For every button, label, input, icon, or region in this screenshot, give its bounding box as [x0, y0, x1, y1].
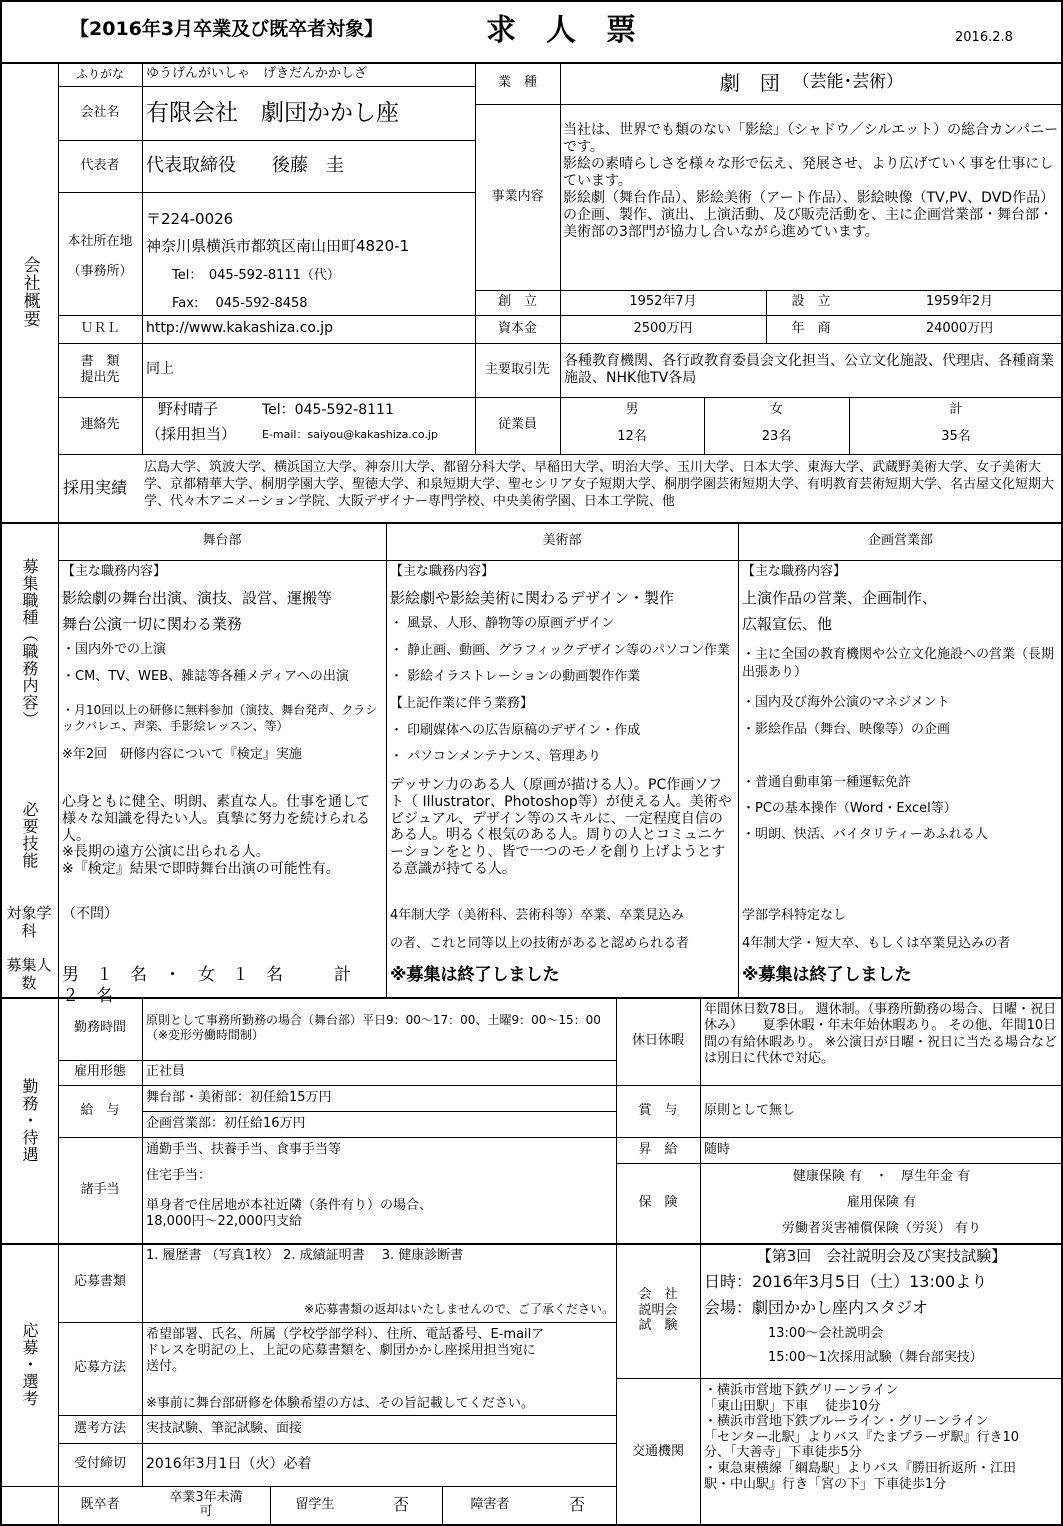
ins-line1: 健康保険 有 ・ 厚生年金 有 [792, 1168, 971, 1184]
industry-label: 業 種 [497, 74, 537, 90]
stage-line3: ・国内外での上演 [62, 642, 167, 657]
bonus-label: 賞 与 [638, 1102, 678, 1118]
est-value: 1959年2月 [925, 294, 994, 310]
founded-value: 1952年7月 [629, 294, 697, 310]
session-label: 会 社 説明会 試 験 [638, 1287, 678, 1334]
ins-line3: 労働者災害補償保険（労災） 有り [781, 1220, 982, 1236]
art-line2: ・ 風景、人形、静物等の原画デザイン [390, 616, 615, 631]
hire-record: 広島大学、筑波大学、横浜国立大学、神奈川大学、都留分科大学、早稲田大学、明治大学、玉川大学、日本大学、東海大学、武蔵野美術大学、女子美術大学、京都精華大学、桐朋学園大学、聖徳大学、和泉短期大学、聖セシリア女子短期大学、桐朋学園芸術短期大学、有明教育芸術短期大学、名古屋文化短期大学、代々木アニメーション学院、大阪デザイナー専門学校、中央美術学園、日本工学院、他 [144, 460, 1055, 510]
company-name: 有限会社 劇団かかし座 [146, 99, 399, 126]
art-line1: 影絵劇や影絵美術に関わるデザイン・製作 [390, 589, 674, 607]
hq-label: 本社所在地 [67, 233, 133, 249]
type-label: 雇用形態 [73, 1064, 126, 1080]
session-place: 会場：劇団かかし座内スタジオ [704, 1298, 929, 1317]
stage-line2: 舞台公演一切に関わる業務 [62, 615, 243, 633]
section-headcount: 募集人数 [6, 956, 52, 992]
rep-label: 代表者 [80, 157, 120, 173]
access-value: ・横浜市営地下鉄グリーンライン 「東山田駅」下車 徒歩10分 ・横浜市営地下鉄ブルーライン・グリーンライン 「センター北駅」よりバス『たまプラーザ駅』行き10分、「大善寺」下車徒歩5分 ・東急東横線「綱島駅」よりバス『勝田折返所・江田駅・中山駅』行き「宮の下」下車徒歩1分 [704, 1383, 1020, 1492]
hours-value: 原則として事務所勤務の場合（舞台部）平日9：00～17：00、土曜9：00～15：00 （※変形労働時間制） [146, 1013, 601, 1042]
sales-value: 24000万円 [925, 320, 994, 336]
furigana-label: ふりがな [75, 66, 124, 81]
stage-heading: 【主な職務内容】 [62, 564, 167, 579]
industry-value [560, 62, 1063, 104]
art-line6: ・ パソコンメンテナンス、管理あり [390, 749, 601, 764]
stage-line1: 影絵劇の舞台出演、演技、設営、運搬等 [62, 589, 333, 607]
intl-label: 留学生 [295, 1496, 335, 1512]
female-count: 23名 [761, 428, 792, 444]
header-date: 2016.2.8 [955, 30, 1013, 45]
sales-line4: ・国内及び海外公演のマネジメント [742, 695, 950, 710]
contact-email[interactable]: E-mail：saiyou@kakashiza.co.jp [262, 428, 438, 441]
grad-value: 卒業3年未満 可 [169, 1489, 243, 1519]
dis-label: 障害者 [470, 1496, 510, 1512]
session-time2: 15:00～1次採用試験（舞台部実技） [768, 1350, 983, 1365]
ins-label: 保 険 [638, 1194, 678, 1210]
contact-role: （採用担当） [146, 425, 237, 443]
method-label: 応募方法 [73, 1360, 126, 1376]
stage-subject: （不問） [62, 906, 118, 922]
industry-sub: （芸能･芸術） [792, 72, 904, 93]
method-value: 希望部署、氏名、所属（学校学部学科）、住所、電話番号、E-mailアドレスを明記の上、上記の応募書類を、劇団かかし座採用担当宛に送付。 [146, 1327, 545, 1374]
intl-value: 否 [392, 1495, 409, 1514]
company-name-label: 会社名 [80, 104, 120, 120]
stage-count: 男 １ 名 ・ 女 １ 名 計 ２ 名 [62, 965, 368, 1007]
hours-label: 勤務時間 [73, 1020, 126, 1036]
docs-label: 書 類 提出先 [80, 353, 120, 385]
sales-subject1: 学部学科特定なし [742, 908, 847, 923]
business-label: 事業内容 [491, 188, 544, 204]
hire-label: 採用実績 [63, 478, 128, 497]
section-subjects: 対象学科 [6, 904, 52, 940]
contact-tel: Tel：045-592-8111 [262, 402, 394, 418]
sales-label: 年 商 [791, 320, 831, 336]
allow-line1: 通勤手当、扶養手当、食事手当等 [146, 1142, 342, 1157]
art-skills: デッサン力のある人（原画が描ける人）。PC作画ソフト（ Illustrator、Photoshop等）が使える人。美術やビジュアル、デザイン等のスキルに、一定程度自信のある人。明るく根気のある人。周りの人とコミュニケーションをとり、皆で一つのモノを創り上げようとする意識が持てる人。 [390, 777, 732, 877]
sales-count: ※募集は終了しました [742, 965, 912, 985]
staff-label: 従業員 [497, 417, 537, 433]
art-line5: ・ 印刷媒体への広告原稿のデザイン・作成 [390, 723, 641, 738]
select-value: 実技試験、筆記試験、面接 [146, 1420, 303, 1436]
address: 神奈川県横浜市都筑区南山田町4820-1 [146, 237, 410, 255]
sales-skill3: ・明朗、快活、バイタリティーあふれる人 [742, 827, 988, 842]
holiday-value: 年間休日数78日。 週休制。（事務所勤務の場合、日曜・祝日休み） 夏季休暇・年末年始休暇あり。 その他、年間10日間の有給休暇あり。 ※公演日が日曜・祝日に当たる場合などは別日に代休で対応。 [704, 1002, 1058, 1066]
sales-subject2: 4年制大学・短大卒、もしくは卒業見込みの者 [742, 936, 1011, 951]
art-title: 美術部 [542, 532, 582, 548]
sales-skill2: ・PCの基本操作（Word・Excel等） [742, 801, 957, 816]
dis-value: 否 [568, 1495, 585, 1514]
select-label: 選考方法 [73, 1420, 126, 1436]
section-apply: 応募・選考 [20, 1322, 39, 1407]
hq-label-sub: （事務所） [67, 263, 133, 279]
docs-req-value: 1. 履歴書 （写真1枚） 2. 成績証明書 3. 健康診断書 [146, 1248, 464, 1263]
bonus-value: 原則として無し [704, 1102, 796, 1118]
total-count: 35名 [941, 428, 971, 444]
docs-req-note: ※応募書類の返却はいたしませんので、ご了承ください。 [304, 1302, 614, 1316]
section-jobs: 募集職種（職務内容） [20, 558, 39, 728]
clients-label: 主要取引先 [484, 361, 550, 377]
male-label: 男 [625, 401, 639, 417]
founded-label: 創 立 [497, 294, 537, 310]
furigana-value: ゆうげんがいしゃ げきだんかかしざ [146, 65, 368, 81]
allow-label: 諸手当 [80, 1181, 120, 1197]
rep-value: 代表取締役 後藤 圭 [146, 154, 344, 176]
male-count: 12名 [617, 428, 647, 444]
sales-title: 企画営業部 [867, 532, 933, 548]
pay-stage-art: 舞台部・美術部：初任給15万円 [146, 1089, 332, 1105]
stage-line6: ※年2回 研修内容について『検定』実施 [62, 747, 302, 762]
sales-skill1: ・普通自動車第一種運転免許 [742, 775, 912, 790]
allow-line2: 住宅手当： [146, 1168, 212, 1183]
stage-title: 舞台部 [202, 532, 242, 548]
deadline-label: 受付締切 [73, 1456, 126, 1472]
url-label: ＵＲＬ [80, 320, 120, 336]
ins-line2: 雇用保険 有 [846, 1194, 917, 1210]
postal-code: 〒224-0026 [146, 210, 234, 228]
grad-label: 既卒者 [80, 1496, 120, 1512]
sales-line3: ・主に全国の教育機関や公立文化施設への営業（長期出張あり） [742, 647, 1055, 680]
stage-line5: ・月10回以上の研修に無料参加（演技、舞台発声、クラシックバレエ、声楽、手影絵レッスン、等） [62, 703, 378, 733]
type-value: 正社員 [146, 1064, 186, 1080]
sales-heading: 【主な職務内容】 [742, 564, 847, 579]
pay-label: 給 与 [80, 1102, 120, 1118]
pay-sales: 企画営業部：初任給16万円 [146, 1115, 306, 1131]
docs-value: 同上 [146, 361, 174, 378]
docs-req-label: 応募書類 [73, 1274, 126, 1290]
raise-value: 随時 [704, 1141, 731, 1157]
holiday-label: 休日休暇 [631, 1032, 684, 1048]
art-heading: 【主な職務内容】 [390, 564, 495, 579]
female-label: 女 [769, 401, 783, 417]
allow-line3: 単身者で住居地が本社近隣（条件有り）の場合、 18,000円～22,000円支給 [146, 1198, 433, 1230]
total-label: 計 [949, 401, 963, 417]
art-count: ※募集は終了しました [390, 965, 560, 985]
est-label: 設 立 [791, 294, 831, 310]
section-skills: 必要技能 [20, 801, 39, 869]
business-description: 当社は、世界でも類のない「影絵」（シャドウ／シルエット）の総合カンパニーです。 影絵の素晴らしさを様々な形で伝え、発展させ、より広げていく事を仕事にしています。 影絵劇（舞台作品）、影絵美術（アート作品）、影絵映像（TV,PV、DVD作品）の企画、製作、演出、上演活動、及び販売活動を、主に企画営業部・舞台部・美術部の3部門が協力し合いながら進めています。 [563, 122, 1059, 241]
section-work: 勤務・待遇 [20, 1077, 39, 1163]
contact-person: 野村晴子 [158, 400, 219, 418]
header-bracket: 【2016年3月卒業及び既卒者対象】 [70, 18, 384, 40]
stage-skills: 心身ともに健全、明朗、素直な人。仕事を通して様々な知識を得たい人。真摯に努力を続けられる人。 ※長期の遠方公演に出られる人。 ※『検定』結果で即時舞台出演の可能性有。 [62, 794, 370, 878]
url-link[interactable]: http://www.kakashiza.co.jp [146, 320, 333, 337]
art-line3: ・ 静止画、動画、グラフィックデザイン等のパソコン作業 [390, 643, 730, 658]
tel: Tel： 045-592-8111（代） [172, 268, 340, 283]
art-line4: ・ 影絵イラストレーションの動画製作作業 [390, 669, 641, 684]
section-overview: 会社概要 [19, 256, 40, 328]
contact-label: 連絡先 [80, 417, 120, 433]
sales-line5: ・影絵作品（舞台、映像等）の企画 [742, 722, 951, 737]
session-time1: 13:00～会社説明会 [768, 1326, 884, 1341]
method-note: ※事前に舞台部研修を体験希望の方は、その旨記載してください。 [146, 1396, 534, 1411]
sales-line1: 上演作品の営業、企画制作、 [742, 589, 938, 607]
page-title: 求 人 票 [486, 13, 636, 48]
deadline-value: 2016年3月1日（火）必着 [146, 1455, 312, 1472]
stage-line4: ・CM、TV、WEB、雑誌等各種メディアへの出演 [62, 669, 349, 684]
capital-value: 2500万円 [633, 320, 693, 336]
access-label: 交通機関 [631, 1443, 684, 1459]
art-heading2: 【上記作業に伴う業務】 [390, 696, 534, 711]
session-title: 【第3回 会社説明会及び実技試験】 [756, 1246, 1007, 1265]
sales-line2: 広報宣伝、他 [742, 615, 833, 633]
art-subject2: の者、これと同等以上の技術があると認められる者 [390, 936, 690, 951]
session-date: 日時：2016年3月5日（土）13:00より [704, 1272, 988, 1291]
art-subject1: 4年制大学（美術科、芸術科等）卒業、卒業見込み [390, 908, 685, 923]
capital-label: 資本金 [497, 320, 537, 336]
clients-value: 各種教育機関、各行政教育委員会文化担当、公立文化施設、代理店、各種商業施設、NHK他TV各局 [564, 352, 1054, 386]
fax: Fax: 045-592-8458 [172, 296, 308, 311]
industry-main: 劇 団 [719, 70, 780, 95]
raise-label: 昇 給 [638, 1141, 678, 1157]
